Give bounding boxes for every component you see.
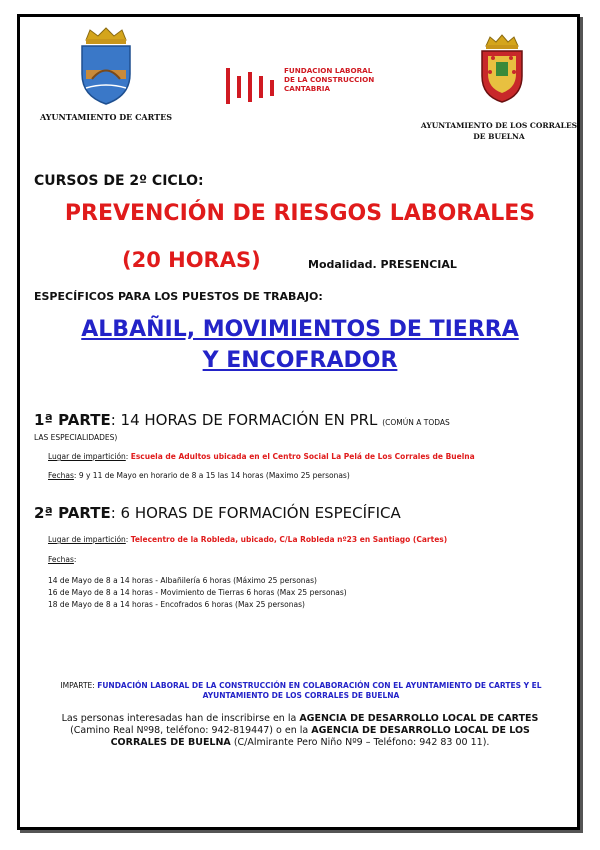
course-modality: Modalidad. PRESENCIAL [308, 258, 457, 271]
closing-text-6: (C/Almirante Pero Niño Nº9 – Teléfono: 942 83 00 11). [230, 737, 490, 748]
specific-jobs-heading: ESPECÍFICOS PARA LOS PUESTOS DE TRABAJO: [34, 290, 323, 303]
part2-dates-label: Fechas [48, 555, 74, 564]
closing-text-1: Las personas interesadas han de inscribirse en la [61, 713, 300, 724]
closing-text-3: (Camino Real Nº98, teléfono: 942-819447) o en la [70, 725, 312, 736]
part1-dates [48, 471, 350, 480]
course-hours: (20 HORAS) [122, 248, 261, 272]
part2-dates-label-line: Fechas: [48, 555, 77, 564]
part2-title: : 6 HORAS DE FORMACIÓN ESPECÍFICA [110, 504, 401, 522]
part1-label: 1ª PARTE [34, 411, 111, 429]
agency-corrales-2: CORRALES DE BUELNA [110, 737, 231, 748]
part1-location: Lugar de impartición: Escuela de Adultos ubicada en el Centro Social La Pelá de Los Corrales de Buelna [48, 452, 475, 461]
part1-location-label: Lugar de impartición [48, 452, 126, 461]
imparte-block [36, 681, 566, 701]
imparte-text-2: AYUNTAMIENTO DE LOS CORRALES DE BUELNA [202, 691, 400, 700]
schedule-item: 14 de Mayo de 8 a 14 horas - Albañilería 6 horas (Máximo 25 personas) [48, 576, 317, 585]
cartes-caption: AYUNTAMIENTO DE CARTES [40, 112, 172, 122]
part2-location-label: Lugar de impartición [48, 535, 126, 544]
agency-cartes: AGENCIA DE DESARROLLO LOCAL DE CARTES [299, 713, 539, 724]
course-title: PREVENCIÓN DE RIESGOS LABORALES [64, 201, 536, 226]
part1-heading [34, 411, 450, 429]
registration-info [36, 713, 564, 749]
los-corrales-caption-line-1: AYUNTAMIENTO DE LOS CORRALES [420, 121, 578, 130]
part1-dates-label: Fechas [48, 471, 74, 480]
trades-heading [0, 314, 600, 376]
schedule-item: 18 de Mayo de 8 a 14 horas - Encofrados 6 horas (Max 25 personas) [48, 600, 305, 609]
part2-label: 2ª PARTE [34, 504, 111, 522]
logo-line-3: CANTABRIA [284, 84, 331, 93]
fundacion-laboral-logo-text [284, 66, 374, 93]
part1-dates-value: : 9 y 11 de Mayo en horario de 8 a 15 las 14 horas (Maximo 25 personas) [73, 471, 350, 480]
part1-location-value: Escuela de Adultos ubicada en el Centro Social La Pelá de Los Corrales de Buelna [130, 452, 475, 461]
cartes-coat-of-arms-icon [76, 26, 136, 106]
imparte-line-1 [36, 681, 566, 691]
los-corrales-coat-of-arms-icon [478, 34, 526, 104]
imparte-label: IMPARTE: [60, 681, 95, 690]
part1-note: (COMÚN A TODAS [382, 418, 450, 427]
imparte-text-1: FUNDACIÓN LABORAL DE LA CONSTRUCCIÓN EN COLABORACIÓN CON EL AYUNTAMIENTO DE CARTES Y EL [97, 681, 542, 690]
logo-line-1: FUNDACION LABORAL [284, 66, 373, 75]
part1-title: : 14 HORAS DE FORMACIÓN EN PRL [110, 411, 378, 429]
part2-location: Lugar de impartición: Telecentro de la Robleda, ubicado, C/La Robleda nº23 en Santiago (Cartes) [48, 535, 448, 544]
logo-line-2: DE LA CONSTRUCCION [284, 75, 375, 84]
schedule-item: 16 de Mayo de 8 a 14 horas - Movimiento de Tierras 6 horas (Max 25 personas) [48, 588, 347, 597]
los-corrales-caption [420, 120, 578, 142]
part1-note-cont: LAS ESPECIALIDADES) [34, 433, 118, 442]
trades-line-2: Y ENCOFRADOR [202, 348, 398, 373]
los-corrales-caption-line-2: DE BUELNA [473, 132, 525, 141]
agency-corrales-1: AGENCIA DE DESARROLLO LOCAL DE LOS [311, 725, 530, 736]
trades-line-1: ALBAÑIL, MOVIMIENTOS DE TIERRA [81, 317, 519, 342]
course-cycle-heading: CURSOS DE 2º CICLO: [34, 173, 204, 189]
part2-heading [34, 504, 401, 522]
part2-location-value: Telecentro de la Robleda, ubicado, C/La Robleda nº23 en Santiago (Cartes) [130, 535, 448, 544]
